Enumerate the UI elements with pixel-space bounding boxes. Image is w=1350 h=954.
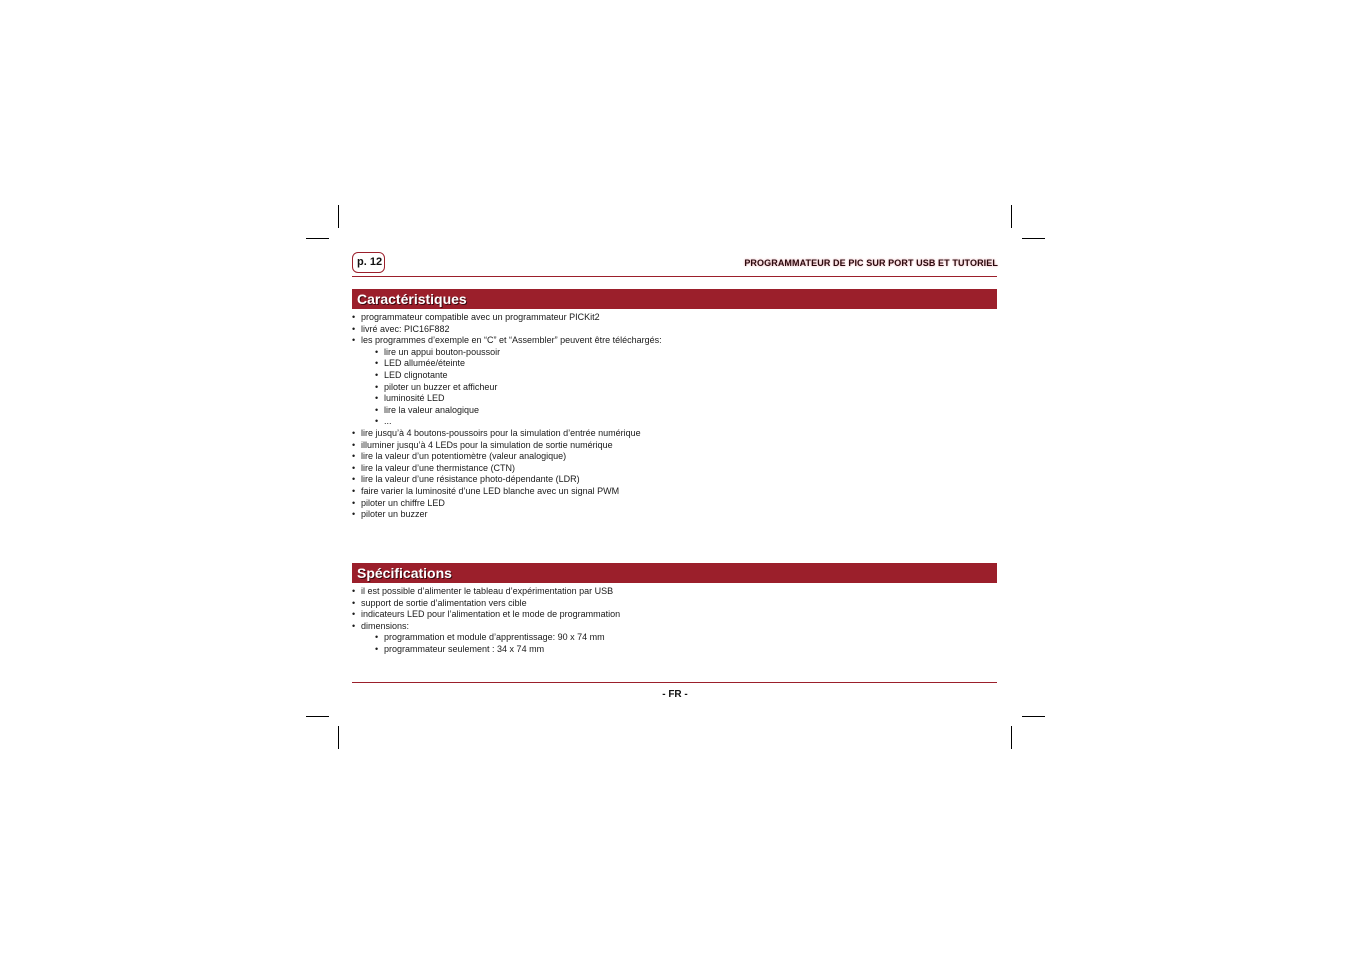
footer-rule — [352, 682, 997, 683]
crop-mark — [338, 726, 339, 749]
features-list — [352, 312, 662, 521]
list-item: • indicateurs LED pour l’alimentation et le mode de programmation — [352, 609, 620, 621]
features-heading: Caractéristiques — [352, 289, 997, 309]
page-number-badge: p. 12 — [352, 252, 385, 273]
list-item: • il est possible d’alimenter le tableau d’expérimentation par USB — [352, 586, 620, 598]
crop-mark — [1022, 238, 1045, 239]
sublist-item: • luminosité LED — [375, 393, 662, 405]
list-item — [352, 621, 620, 656]
crop-mark — [338, 205, 339, 228]
sublist-item: • lire la valeur analogique — [375, 405, 662, 417]
list-item: • lire la valeur d’un potentiomètre (valeur analogique) — [352, 451, 662, 463]
list-item: • piloter un chiffre LED — [352, 498, 662, 510]
list-item-text: les programmes d’exemple en “C” et “Assembler” peuvent être téléchargés: — [361, 335, 662, 346]
list-item: • lire la valeur d’une thermistance (CTN) — [352, 463, 662, 475]
sublist-item: • lire un appui bouton-poussoir — [375, 347, 662, 359]
specs-list — [352, 586, 620, 656]
crop-mark — [1022, 716, 1045, 717]
sublist-item: • LED allumée/éteinte — [375, 358, 662, 370]
sublist-item: • ... — [375, 416, 662, 428]
list-item: • programmateur compatible avec un programmateur PICKit2 — [352, 312, 662, 324]
crop-mark — [1011, 205, 1012, 228]
list-item: • illuminer jusqu’à 4 LEDs pour la simulation de sortie numérique — [352, 440, 662, 452]
document-title: PROGRAMMATEUR DE PIC SUR PORT USB ET TUTORIEL — [744, 258, 998, 268]
crop-mark — [1011, 726, 1012, 749]
specs-heading: Spécifications — [352, 563, 997, 583]
list-item: • lire jusqu’à 4 boutons-poussoirs pour la simulation d’entrée numérique — [352, 428, 662, 440]
language-label: - FR - — [662, 689, 688, 700]
crop-mark — [306, 238, 329, 239]
list-item-text: dimensions: — [361, 620, 410, 631]
dimensions-sublist — [361, 632, 620, 655]
crop-mark — [306, 716, 329, 717]
list-item: • support de sortie d’alimentation vers cible — [352, 598, 620, 610]
list-item: • livré avec: PIC16F882 — [352, 324, 662, 336]
sublist-item: • programmateur seulement : 34 x 74 mm — [375, 644, 620, 656]
list-item: • lire la valeur d’une résistance photo-dépendante (LDR) — [352, 474, 662, 486]
sublist-item: • LED clignotante — [375, 370, 662, 382]
list-item — [352, 335, 662, 428]
sublist-item: • programmation et module d’apprentissage: 90 x 74 mm — [375, 632, 620, 644]
examples-sublist — [361, 347, 662, 428]
sublist-item: • piloter un buzzer et afficheur — [375, 382, 662, 394]
list-item: • piloter un buzzer — [352, 509, 662, 521]
list-item: • faire varier la luminosité d’une LED blanche avec un signal PWM — [352, 486, 662, 498]
header-rule — [352, 276, 997, 277]
